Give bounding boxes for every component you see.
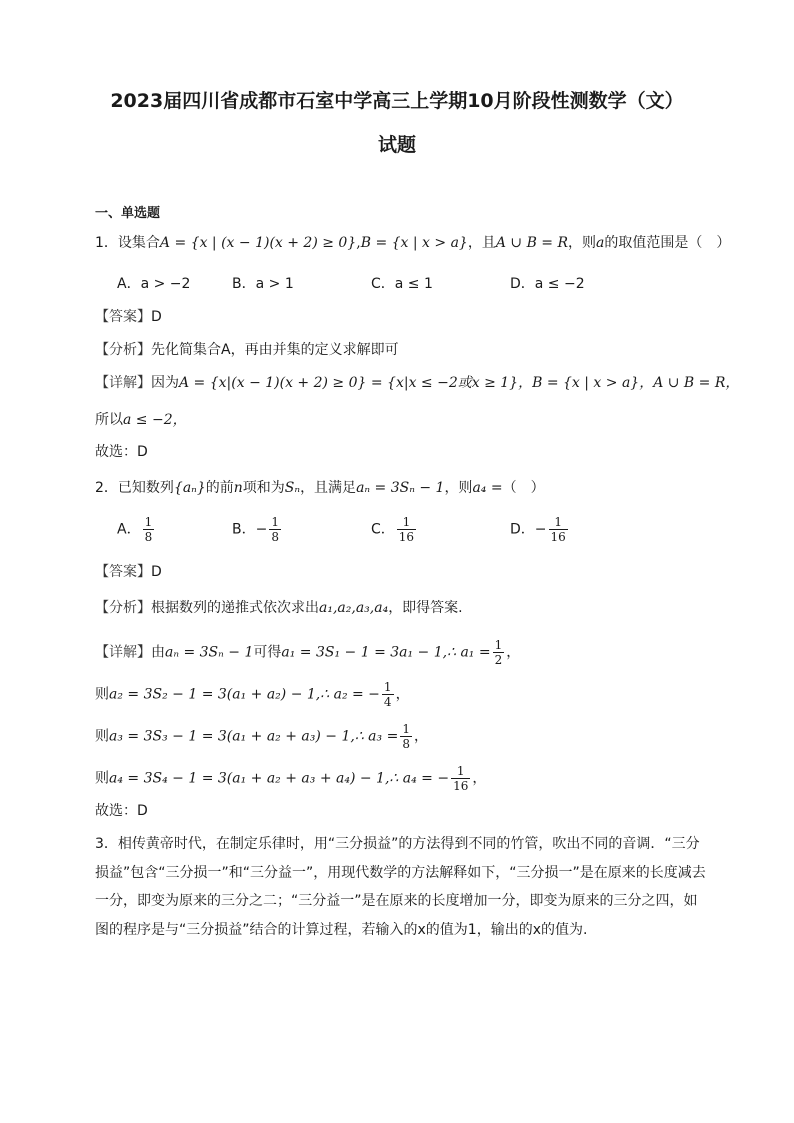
q2-answer [95,562,162,582]
q3-line4: 图的程序是与“三分损益”结合的计算过程，若输入的x的值为1，输出的x的值为. [95,921,588,938]
q2-detail-eq3: a₃ = 3S₃ − 1 = 3(a₁ + a₂ + a₃) − 1,∴ a₃ = [109,728,399,745]
q2-answer-value: D [151,564,162,580]
q3-line2: 损益”包含“三分损一”和“三分益一”，用现代数学的方法解释如下，“三分损一”是在原来的长度减去 [95,864,706,881]
q1-option-b: B．a > 1 [232,276,294,292]
q2-detail-frac1 [493,638,505,667]
q2-detail-text-a: 由 [151,644,165,661]
q1-detail-tag: 【详解】 [95,375,151,391]
q2-sn: Sₙ [284,480,301,496]
q2-detail-comma1: ， [506,644,521,661]
q2-option-d [510,515,570,544]
q2-option-c [371,515,418,544]
q1-stem-text-b: ，且 [467,235,496,251]
q2-detail-frac2 [382,680,394,709]
q1-analysis-tag: 【分析】 [95,342,151,358]
q1-detail [95,373,739,393]
q3-paragraph [95,830,706,944]
section-heading: 一、单选题 [95,206,161,221]
q2-a4: a₄ = [472,480,503,496]
q2-option-d-sign: − [534,521,547,538]
q1-stem-text-c: ，则 [568,235,597,251]
q2-detail-line1 [95,638,520,667]
q1-union: A ∪ B = R [495,235,569,251]
q2-option-b-den: 8 [271,530,279,544]
q2-stem-text-f: （ ） [502,480,545,496]
q2-analysis-tag: 【分析】 [95,600,151,616]
q3-line1: 3．相传黄帝时代，在制定乐律时，用“三分损益”的方法得到不同的竹管，吹出不同的音调．“三分 [95,836,700,852]
q2-seq: {aₙ} [173,480,206,496]
q2-detail-frac4-den: 16 [453,779,469,793]
q2-detail-frac3-num: 1 [402,722,410,736]
q2-detail-condition: aₙ = 3Sₙ − 1 [165,644,254,661]
q2-stem-text-b: 的前 [205,480,234,496]
q1-answer-value: D [151,309,162,325]
q2-then-3: 则 [95,728,109,745]
q2-option-b-label: B． [232,521,256,538]
q2-option-c-num: 1 [402,515,411,529]
q1-so: 所以 [95,412,123,428]
q1-set-a: A = {x | (x − 1)(x + 2) ≥ 0} [159,235,357,251]
q2-detail-frac3-den: 8 [402,737,410,751]
q2-option-b-sign: − [255,521,268,538]
q2-detail-frac4 [451,764,470,793]
q2-option-a [117,515,156,544]
q2-detail-eq4: a₄ = 3S₄ − 1 = 3(a₁ + a₂ + a₃ + a₄) − 1,∴ a₄ = − [109,770,450,787]
q1-var: a [596,235,605,251]
q2-then-4: 则 [95,770,109,787]
q2-then-2: 则 [95,686,109,703]
q2-detail-line3 [95,722,428,751]
q2-analysis-vars: a₁,a₂,a₃,a₄ [319,600,389,616]
q1-stem-text-a: 1．设集合 [95,235,160,251]
q1-so-equation: a ≤ −2， [123,412,187,428]
q3-line3: 一分，即变为原来的三分之二；“三分益一”是在原来的长度增加一分，即变为原来的三分之四，如 [95,893,698,909]
q2-stem-text-c: 项和为 [242,480,285,496]
q2-detail-frac1-num: 1 [494,638,503,652]
q1-analysis-text: 先化简集合A，再由并集的定义求解即可 [151,342,399,358]
q2-detail-frac2-num: 1 [383,680,392,694]
q2-option-a-label: A． [117,521,141,538]
q2-detail-eq2: a₂ = 3S₂ − 1 = 3(a₁ + a₂) − 1,∴ a₂ = − [109,686,380,703]
q2-detail-text-b: 可得 [253,644,282,661]
q2-option-d-den: 16 [550,530,566,544]
q1-option-a: A．a > −2 [117,276,191,292]
document-title-line2: 试题 [377,134,416,156]
q1-choose: 故选：D [95,444,148,460]
q1-analysis [95,340,399,360]
q2-stem-text-a: 2．已知数列 [95,480,174,496]
q2-stem-text-e: ，则 [444,480,473,496]
q2-option-a-den: 8 [144,530,153,544]
q1-stem: 1．设集合A = {x | (x − 1)(x + 2) ≥ 0},B = {x | x > a}，且A ∪ B = R，则a的取值范围是（ ） [95,235,731,251]
q2-option-d-label: D． [510,521,535,538]
q1-stem-text-d: 的取值范围是（ ） [604,235,731,251]
q2-detail-frac2-den: 4 [383,695,392,709]
q2-analysis [95,598,463,618]
q2-option-c-fraction [397,515,416,544]
q2-option-c-label: C． [371,521,395,538]
q1-option-c: C．a ≤ 1 [371,276,433,292]
q2-n: n [233,480,243,496]
q2-detail-line4 [95,764,486,793]
q1-conclusion [95,410,187,430]
q2-option-d-fraction [549,515,568,544]
document-title-line1: 2023届四川省成都市石室中学高三上学期10月阶段性测数学（文） [110,90,684,112]
q2-analysis-text-b: ，即得答案. [388,600,463,616]
q2-detail-frac1-den: 2 [494,653,503,667]
q2-option-b-num: 1 [271,515,279,529]
q2-detail-eq1: a₁ = 3S₁ − 1 = 3a₁ − 1,∴ a₁ = [281,644,491,661]
q2-option-a-num: 1 [144,515,153,529]
q2-option-b [232,515,283,544]
q2-stem-text-d: ，且满足 [300,480,357,496]
q2-stem [95,478,545,498]
q1-answer-tag: 【答案】 [95,309,151,325]
q2-answer-tag: 【答案】 [95,564,151,580]
q1-answer [95,307,162,327]
q2-option-d-num: 1 [554,515,562,529]
q1-set-b: B = {x | x > a} [360,235,468,251]
q2-detail-frac3 [400,722,412,751]
q2-detail-comma2: ， [395,686,410,703]
q2-detail-comma4: ， [472,770,487,787]
q1-detail-text-a: 因为 [151,375,179,391]
q2-analysis-text-a: 根据数列的递推式依次求出 [151,600,319,616]
q2-detail-line2 [95,680,410,709]
q2-detail-comma3: ， [413,728,428,745]
q2-option-c-den: 16 [398,530,415,544]
q2-option-b-fraction [269,515,281,544]
q1-detail-equation: A = {x|(x − 1)(x + 2) ≥ 0} = {x|x ≤ −2或x ≥ 1}，B = {x | x > a}，A ∪ B = R， [179,375,740,391]
q2-detail-frac4-num: 1 [456,764,465,778]
q2-condition: aₙ = 3Sₙ − 1 [356,480,445,496]
q1-option-d: D．a ≤ −2 [510,276,585,292]
q2-option-a-fraction [143,515,155,544]
q2-choose: 故选：D [95,803,148,819]
q2-detail-tag: 【详解】 [95,644,151,661]
